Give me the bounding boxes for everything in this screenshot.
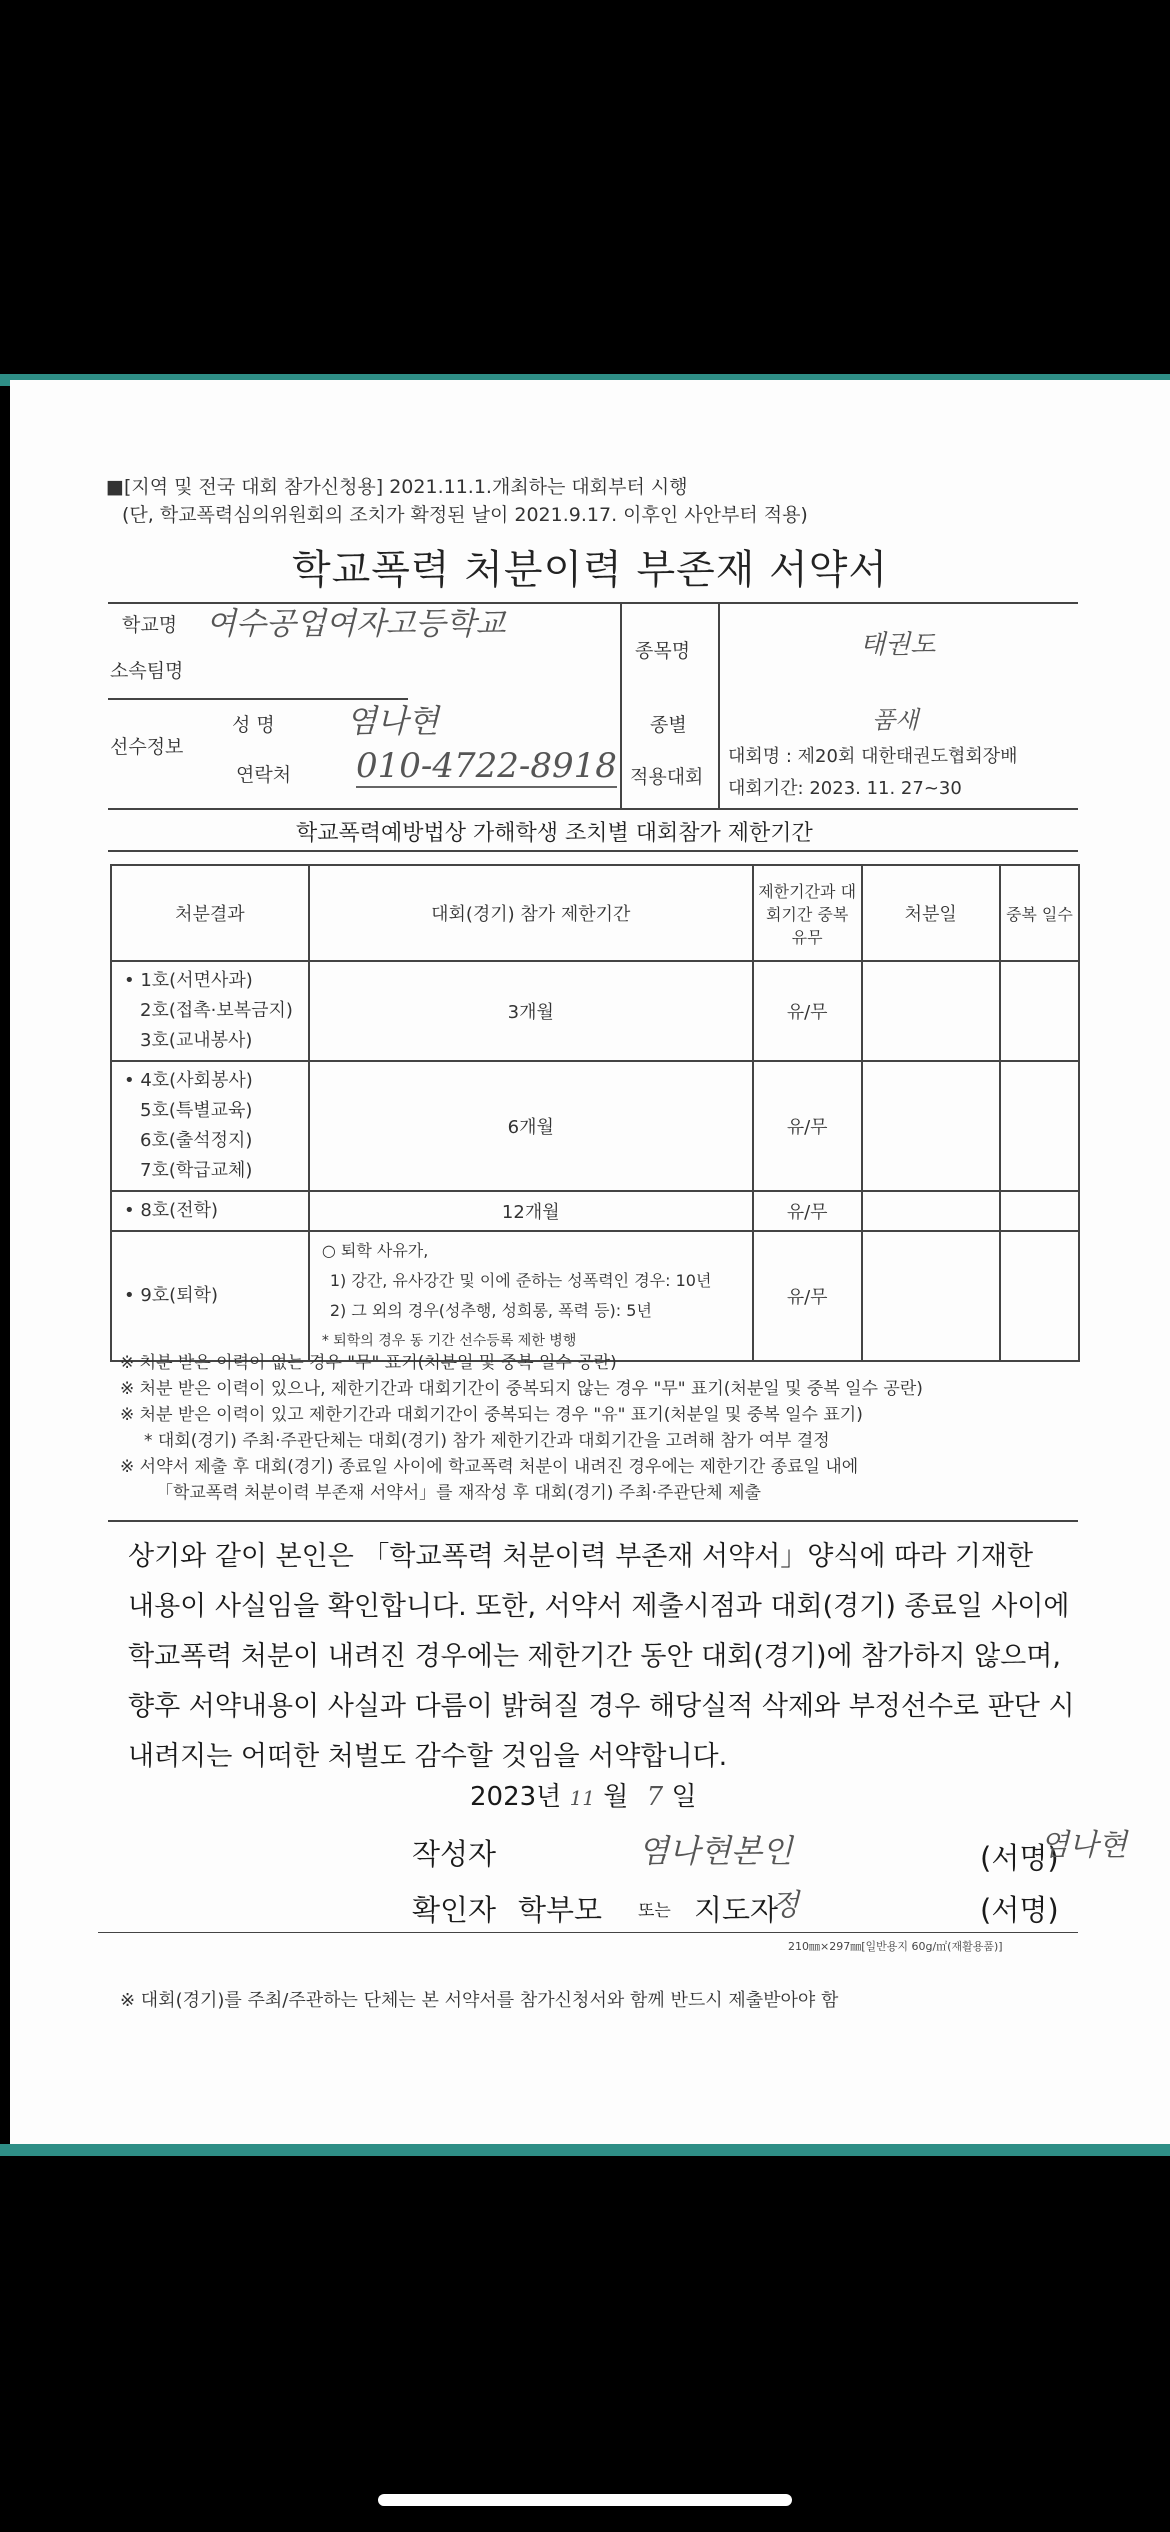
table-header-row [111,865,1079,961]
header-overlap: 제한기간과 대회기간 중복 유무 [753,865,862,961]
row-overlap: 유/무 [753,1231,862,1361]
notes-rule [108,1520,1078,1522]
header-line-1: ■[지역 및 전국 대회 참가신청용] 2021.11.1.개최하는 대회부터 시행 [106,476,688,498]
teal-strip-bottom [0,2144,1170,2156]
row-overlap: 유/무 [753,961,862,1061]
row-result: • 8호(전학) [111,1191,309,1231]
section-rule [108,850,1078,852]
table-row [111,1191,1079,1231]
period-line: 2) 그 외의 경우(성추행, 성희롱, 폭력 등): 5년 [329,1301,652,1320]
date-day-label: 일 [671,1782,697,1812]
notes-block [120,1350,923,1506]
writer-signature: 염나현 [1040,1828,1127,1863]
result-item: 6호(출석정지) [140,1130,253,1151]
confirmer-signature: 정 [770,1888,799,1923]
header-date: 처분일 [862,865,1000,961]
result-item: 5호(특별교육) [140,1100,253,1121]
contact-label: 연락처 [236,764,292,786]
date-month: 11 [569,1786,596,1810]
result-item: • 4호(사회봉사) [124,1070,253,1091]
row-overlap: 유/무 [753,1061,862,1191]
row-date [862,1231,1000,1361]
period-line: * 퇴학의 경우 동 기간 선수등록 제한 병행 [321,1333,577,1349]
pledge-date [470,1776,697,1813]
note-line: ※ 처분 받은 이력이 있으나, 제한기간과 대회기간이 중복되지 않는 경우 "무" 표기(처분일 및 중복 일수 공란) [120,1379,923,1399]
category-value: 품새 [872,706,919,734]
result-item: 2호(접촉·보복금지) [140,1000,293,1021]
confirmer-label: 확인자 [412,1893,497,1927]
note-line: 「학교폭력 처분이력 부존재 서약서」를 재작성 후 대회(경기) 주최·주관단체 제출 [156,1483,761,1503]
row-period: 12개월 [309,1191,753,1231]
row-result [111,961,309,1061]
note-line: * 대회(경기) 주최·주관단체는 대회(경기) 참가 제한기간과 대회기간을 고려해 참가 여부 결정 [144,1431,830,1451]
date-year: 2023년 [470,1782,562,1812]
row-days [1000,1061,1079,1191]
period-line: ○ 퇴학 사유가, [321,1241,429,1260]
document-title: 학교폭력 처분이력 부존재 서약서 [291,547,889,593]
note-line: ※ 서약서 제출 후 대회(경기) 종료일 사이에 학교폭력 처분이 내려진 경우에는 제한기간 종료일 내에 [120,1457,859,1477]
row-result: • 9호(퇴학) [111,1231,309,1361]
paper-spec: 210㎜×297㎜[일반용지 60g/㎡(재활용품)] [788,1940,1003,1953]
row-period [309,1231,753,1361]
header-days: 중복 일수 [1000,865,1079,961]
contact-value: 010-4722-8918 [356,746,617,786]
player-info-label: 선수정보 [110,736,184,758]
header-line-2: (단, 학교폭력심의위원회의 조치가 확정된 날이 2021.9.17. 이후인 사안부터 적용) [122,504,808,526]
pledge-line: 상기와 같이 본인은 「학교폭력 처분이력 부존재 서약서」양식에 따라 기재한 [128,1541,1034,1572]
pledge-line: 향후 서약내용이 사실과 다름이 밝혀질 경우 해당실적 삭제와 부정선수로 판단 시 [128,1691,1075,1722]
pledge-line: 학교폭력 처분이 내려진 경우에는 제한기간 동안 대회(경기)에 참가하지 않으며, [128,1641,1061,1672]
name-label: 성 명 [232,714,275,736]
confirmer-sign-label: (서명) [980,1893,1059,1927]
coach-label: 지도자 [694,1893,779,1927]
header-result: 처분결과 [111,865,309,961]
row-period: 3개월 [309,961,753,1061]
period-line: 1) 강간, 유사강간 및 이에 준하는 성폭력인 경우: 10년 [329,1271,712,1290]
header-period: 대회(경기) 참가 제한기간 [309,865,753,961]
category-label: 종별 [650,714,687,736]
row-result [111,1061,309,1191]
row-days [1000,961,1079,1061]
event-label: 종목명 [635,640,691,662]
guardian-label: 학부모 [518,1893,603,1927]
info-border-bottom [108,808,1078,810]
school-value: 여수공업여자고등학교 [206,606,506,642]
or-label: 또는 [638,1901,671,1921]
competition-label: 적용대회 [630,766,704,788]
result-item: • 1호(서면사과) [124,970,253,991]
pledge-paragraph [128,1532,1078,1782]
table-row [111,1061,1079,1191]
writer-sign-label: (서명) [980,1841,1059,1875]
date-day: 7 [646,1782,664,1812]
footer-note: ※ 대회(경기)를 주최/주관하는 단체는 본 서약서를 참가신청서와 함께 반드시 제출받아야 함 [120,1990,839,2011]
section-title: 학교폭력예방법상 가해학생 조치별 대회참가 제한기간 [296,821,813,846]
row-date [862,961,1000,1061]
team-label: 소속팀명 [110,660,184,682]
row-date [862,1061,1000,1191]
document-paper [10,380,1170,2150]
row-date [862,1191,1000,1231]
info-divider [718,602,720,808]
writer-name: 염나현본인 [638,1832,793,1870]
result-item: 7호(학급교체) [140,1160,253,1181]
row-days [1000,1191,1079,1231]
competition-period: 대회기간: 2023. 11. 27~30 [728,778,962,799]
row-days [1000,1231,1079,1361]
writer-label: 작성자 [412,1837,497,1871]
row-period: 6개월 [309,1061,753,1191]
home-indicator[interactable] [378,2494,792,2506]
table-row [111,961,1079,1061]
pledge-line: 내용이 사실임을 확인합니다. 또한, 서약서 제출시점과 대회(경기) 종료일 사이에 [128,1591,1070,1622]
row-overlap: 유/무 [753,1191,862,1231]
note-line: ※ 처분 받은 이력이 있고 제한기간과 대회기간이 중복되는 경우 "유" 표기(처분일 및 중복 일수 표기) [120,1405,863,1425]
pledge-line: 내려지는 어떠한 처벌도 감수할 것임을 서약합니다. [128,1741,728,1772]
name-value: 염나현 [346,702,439,740]
school-label: 학교명 [122,614,178,636]
event-value: 태권도 [860,630,936,660]
competition-name: 대회명 : 제20회 대한태권도협회장배 [728,746,1018,767]
info-divider [620,602,622,808]
restriction-table [110,864,1080,1362]
table-row [111,1231,1079,1361]
note-line: ※ 처분 받은 이력이 없는 경우 "무" 표기(처분일 및 중복 일수 공란) [120,1353,617,1373]
date-month-label: 월 [603,1782,629,1812]
signature-rule [98,1932,1078,1933]
result-item: 3호(교내봉사) [140,1030,253,1051]
